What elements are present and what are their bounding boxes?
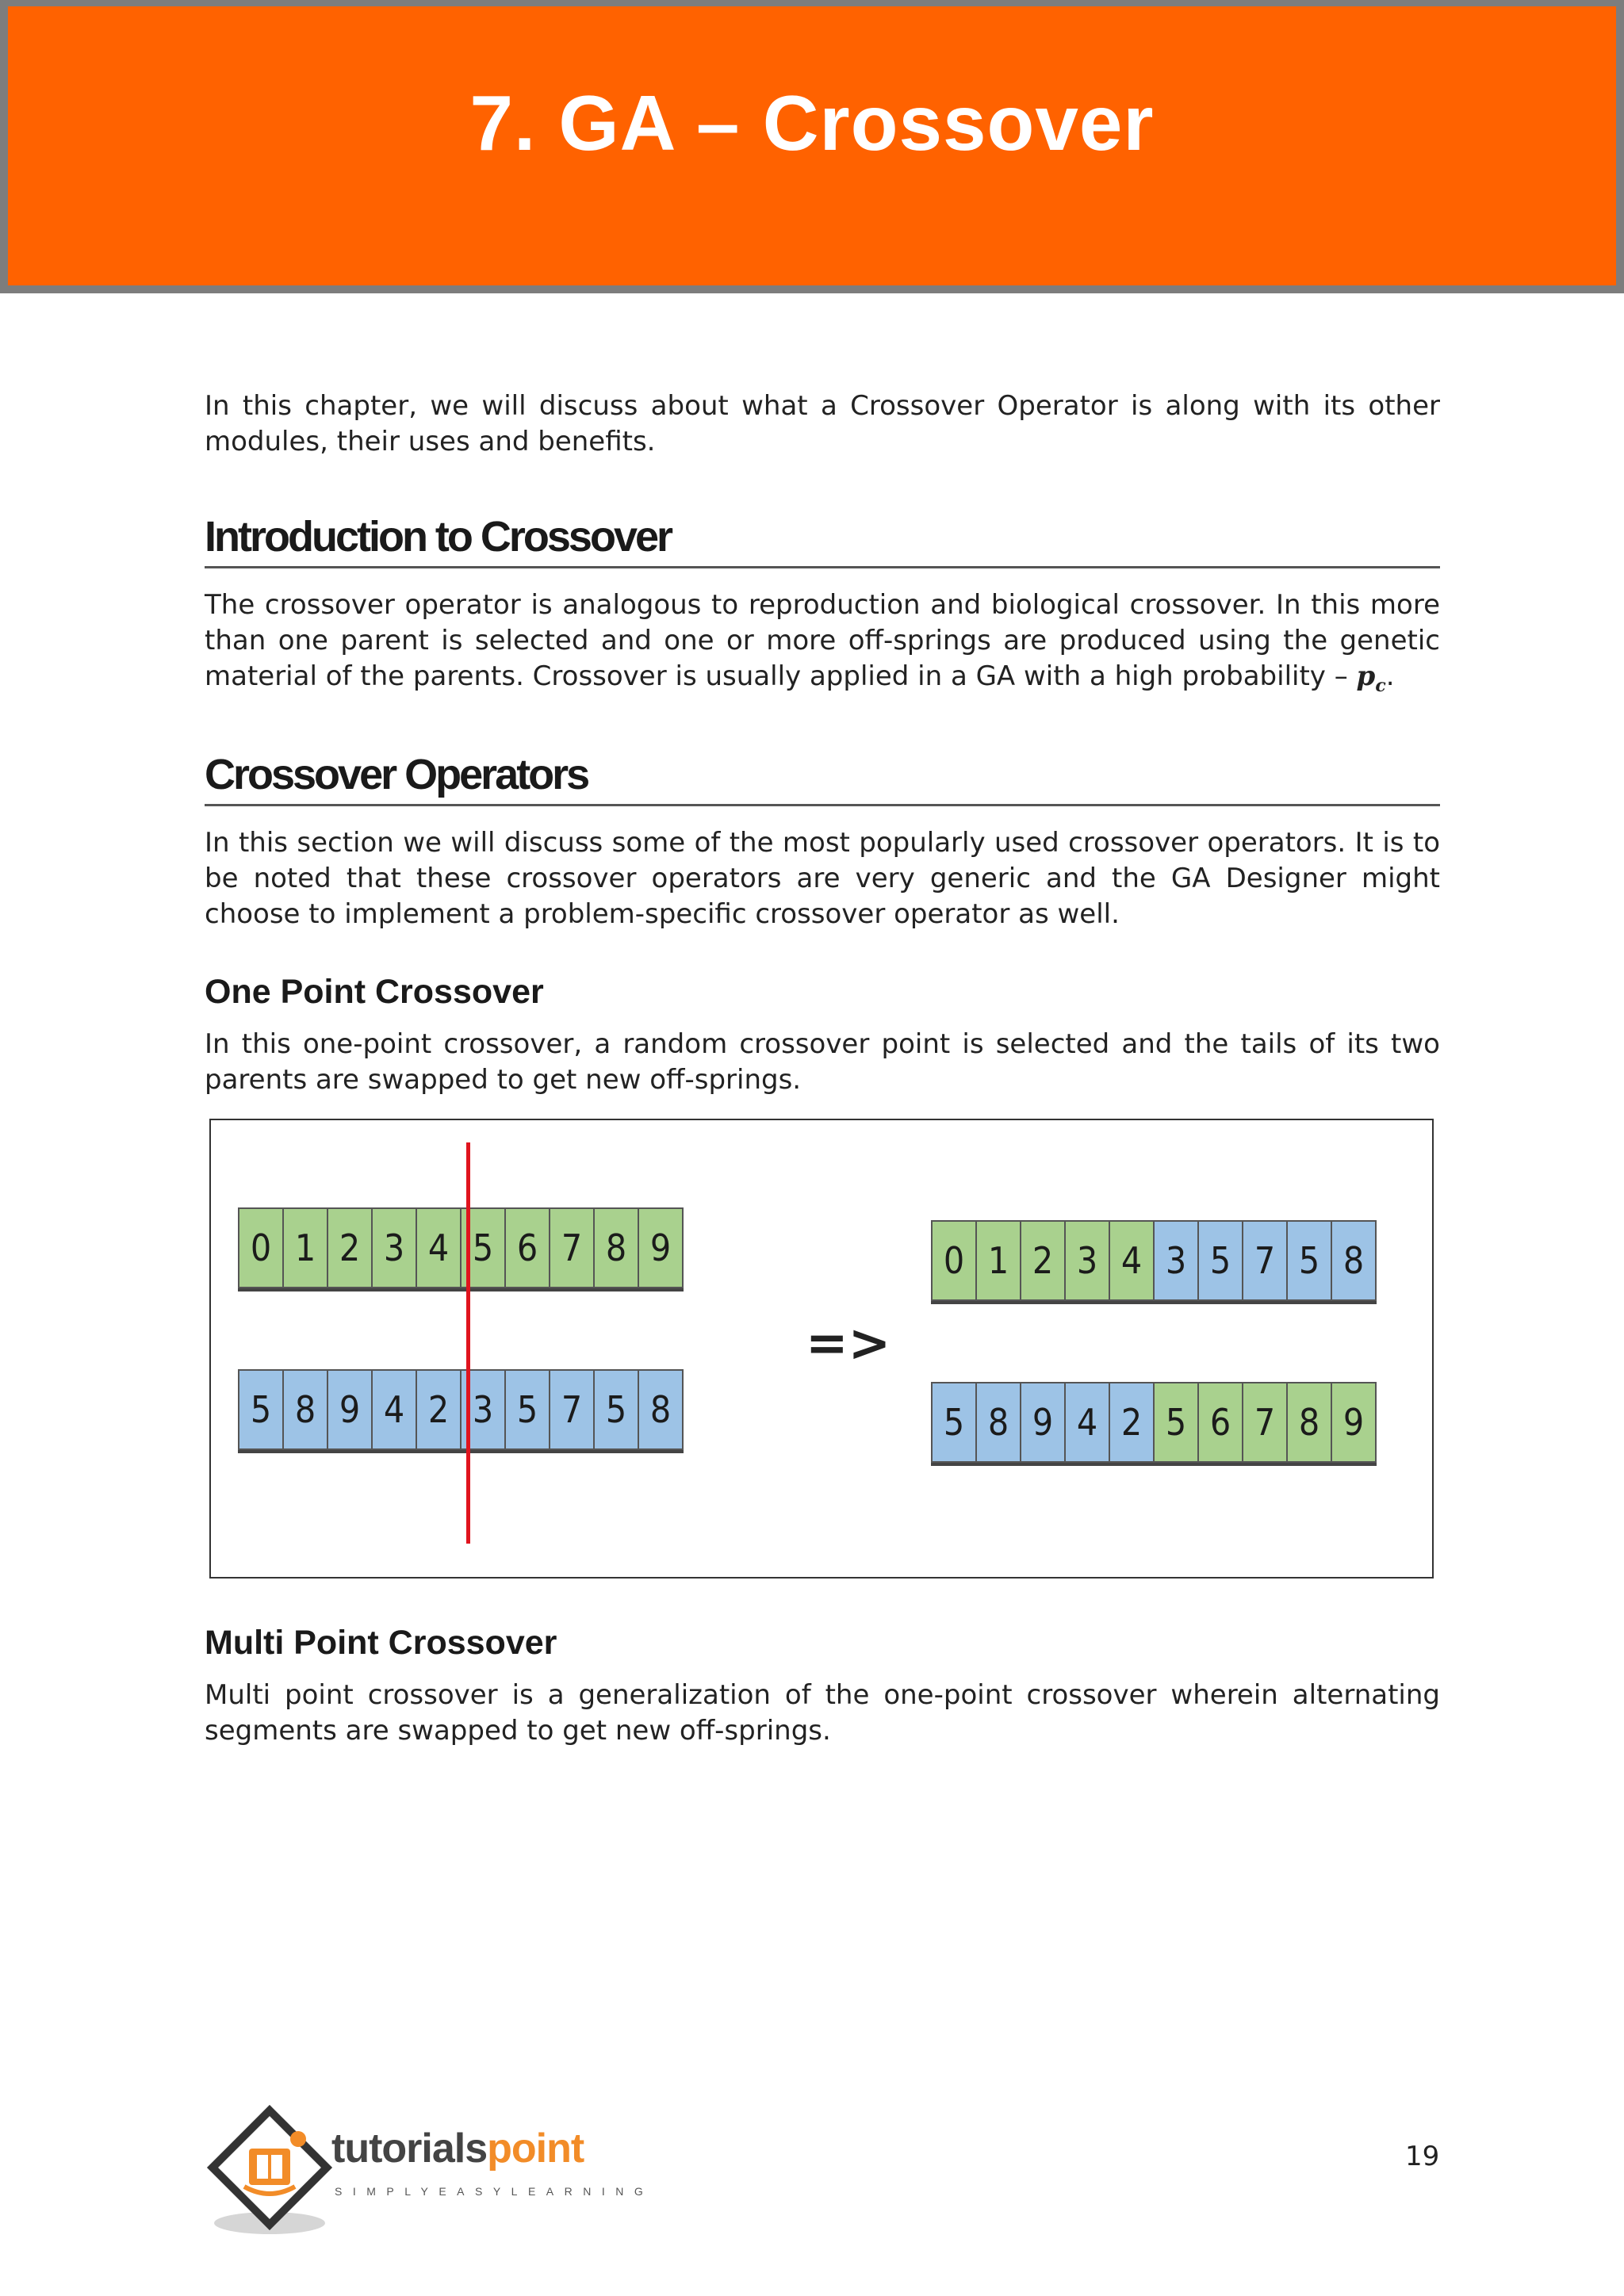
child1-gene: 0	[931, 1220, 977, 1301]
page-content	[205, 388, 1440, 1749]
child2-gene: 6	[1197, 1382, 1243, 1463]
heading-introduction: Introduction to Crossover	[205, 515, 1440, 568]
parent1-gene: 5	[460, 1207, 506, 1288]
crossover-point-line	[466, 1142, 470, 1544]
child2-gene: 9	[1020, 1382, 1066, 1463]
multi-point-paragraph: Multi point crossover is a generalization of the one-point crossover wherein alternating segments are swapped to get new off-springs.	[205, 1678, 1440, 1747]
parent2-gene: 8	[638, 1369, 684, 1450]
parent2-gene: 5	[238, 1369, 284, 1450]
parent2-gene: 3	[460, 1369, 506, 1450]
parent2-chromosome	[238, 1369, 684, 1450]
child2-gene: 2	[1109, 1382, 1155, 1463]
one-point-paragraph: In this one-point crossover, a random crossover point is selected and the tails of its two parents are swapped to get new off-springs.	[205, 1027, 1440, 1096]
parent2-gene: 7	[549, 1369, 595, 1450]
child1-gene: 1	[975, 1220, 1021, 1301]
chapter-title: 7. GA – Crossover	[469, 79, 1155, 166]
parent1-chromosome	[238, 1207, 684, 1288]
heading-crossover-operators: Crossover Operators	[205, 753, 1440, 806]
child2-gene: 7	[1242, 1382, 1288, 1463]
tutorialspoint-logo	[201, 2104, 654, 2239]
child1-gene: 3	[1064, 1220, 1110, 1301]
child2-gene: 4	[1064, 1382, 1110, 1463]
page-number: 19	[1405, 2141, 1440, 2172]
tutorialspoint-logo-icon	[201, 2104, 336, 2239]
child2-gene: 9	[1331, 1382, 1377, 1463]
child1-gene: 8	[1331, 1220, 1377, 1301]
chapter-banner	[0, 0, 1624, 293]
child1-gene: 4	[1109, 1220, 1155, 1301]
child2-gene: 8	[975, 1382, 1021, 1463]
parent1-gene: 0	[238, 1207, 284, 1288]
logo-word-tutorials: tutorials	[331, 2126, 488, 2172]
introduction-paragraph	[205, 587, 1440, 704]
probability-symbol	[1356, 660, 1386, 696]
offspring2-chromosome	[931, 1382, 1377, 1463]
child1-gene: 5	[1197, 1220, 1243, 1301]
transformation-arrow: =>	[806, 1314, 891, 1373]
parent1-gene: 3	[371, 1207, 417, 1288]
logo-wordmark	[331, 2126, 584, 2172]
parent1-gene: 9	[638, 1207, 684, 1288]
logo-tagline: SIMPLYEASYLEARNING	[335, 2185, 654, 2198]
child2-gene: 5	[1153, 1382, 1199, 1463]
parent1-gene: 1	[282, 1207, 328, 1288]
intro-paragraph: In this chapter, we will discuss about what a Crossover Operator is along with its other modules, their uses and benefits.	[205, 390, 1440, 457]
probability-symbol-p: p	[1356, 660, 1376, 692]
parent2-gene: 5	[593, 1369, 639, 1450]
parent1-gene: 6	[504, 1207, 550, 1288]
parent1-gene: 8	[593, 1207, 639, 1288]
introduction-text: The crossover operator is analogous to reproduction and biological crossover. In this more than one parent is selected and one or more off-springs are produced using the genetic material of the parents. Crossover is usually applied in a GA with a high probability –	[205, 589, 1440, 692]
child1-gene: 3	[1153, 1220, 1199, 1301]
heading-multi-point-crossover: Multi Point Crossover	[205, 1623, 557, 1662]
parent2-gene: 2	[416, 1369, 462, 1450]
parent2-gene: 4	[371, 1369, 417, 1450]
introduction-text-end: .	[1385, 660, 1395, 692]
parent2-gene: 8	[282, 1369, 328, 1450]
one-point-crossover-figure	[209, 1119, 1434, 1578]
child2-gene: 8	[1286, 1382, 1332, 1463]
child1-gene: 7	[1242, 1220, 1288, 1301]
child1-gene: 2	[1020, 1220, 1066, 1301]
parent1-gene: 2	[327, 1207, 373, 1288]
probability-symbol-c: c	[1375, 675, 1386, 696]
heading-one-point-crossover: One Point Crossover	[205, 972, 544, 1011]
parent2-gene: 9	[327, 1369, 373, 1450]
parent1-gene: 7	[549, 1207, 595, 1288]
operators-paragraph: In this section we will discuss some of the most popularly used crossover operators. It is to be noted that these crossover operators are very generic and the GA Designer might choose to implement a problem-specific crossover operator as well.	[205, 826, 1440, 930]
offspring1-chromosome	[931, 1220, 1377, 1301]
parent2-gene: 5	[504, 1369, 550, 1450]
child2-gene: 5	[931, 1382, 977, 1463]
child1-gene: 5	[1286, 1220, 1332, 1301]
parent1-gene: 4	[416, 1207, 462, 1288]
logo-word-point: point	[487, 2126, 584, 2172]
